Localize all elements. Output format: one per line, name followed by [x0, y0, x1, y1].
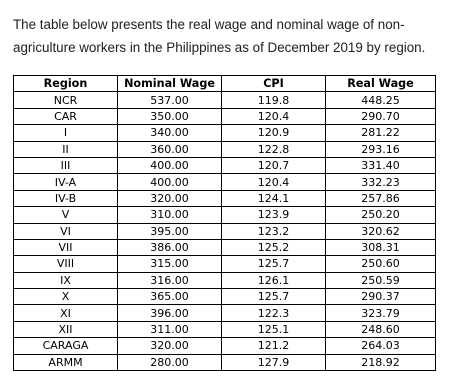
- real-wage-cell: 308.31: [326, 239, 436, 255]
- table-row: [14, 305, 436, 321]
- table-row: [14, 174, 436, 190]
- real-wage-cell: 281.22: [326, 125, 436, 141]
- table-row: [14, 190, 436, 206]
- region-cell: CAR: [14, 108, 118, 124]
- cpi-cell: 120.4: [222, 108, 326, 124]
- nominal-wage-cell: 537.00: [118, 92, 222, 108]
- table-row: [14, 141, 436, 157]
- cpi-cell: 120.4: [222, 174, 326, 190]
- real-wage-cell: 257.86: [326, 190, 436, 206]
- cpi-cell: 125.2: [222, 239, 326, 255]
- region-cell: IV-B: [14, 190, 118, 206]
- region-cell: VI: [14, 223, 118, 239]
- region-cell: I: [14, 125, 118, 141]
- region-cell: IV-A: [14, 174, 118, 190]
- table-row: [14, 108, 436, 124]
- cpi-cell: 125.1: [222, 321, 326, 337]
- real-wage-cell: 331.40: [326, 157, 436, 173]
- intro-text: The table below presents the real wage and nominal wage of non-agriculture workers in the Philippines as of December 2019 by region.: [13, 17, 426, 55]
- real-wage-cell: 332.23: [326, 174, 436, 190]
- nominal-wage-cell: 340.00: [118, 125, 222, 141]
- table-row: [14, 223, 436, 239]
- header-cpi: CPI: [222, 76, 326, 92]
- real-wage-cell: 293.16: [326, 141, 436, 157]
- nominal-wage-cell: 320.00: [118, 190, 222, 206]
- real-wage-cell: 250.20: [326, 207, 436, 223]
- nominal-wage-cell: 400.00: [118, 157, 222, 173]
- real-wage-cell: 218.92: [326, 354, 436, 370]
- real-wage-cell: 248.60: [326, 321, 436, 337]
- nominal-wage-cell: 396.00: [118, 305, 222, 321]
- nominal-wage-cell: 310.00: [118, 207, 222, 223]
- table-row: [14, 239, 436, 255]
- region-cell: VIII: [14, 256, 118, 272]
- wage-table: [13, 75, 436, 371]
- table-row: [14, 272, 436, 288]
- cpi-cell: 122.8: [222, 141, 326, 157]
- nominal-wage-cell: 395.00: [118, 223, 222, 239]
- region-cell: VII: [14, 239, 118, 255]
- table-row: [14, 92, 436, 108]
- real-wage-cell: 323.79: [326, 305, 436, 321]
- header-real-wage: Real Wage: [326, 76, 436, 92]
- real-wage-cell: 250.59: [326, 272, 436, 288]
- header-nominal-wage: Nominal Wage: [118, 76, 222, 92]
- cpi-cell: 121.2: [222, 338, 326, 354]
- region-cell: V: [14, 207, 118, 223]
- table-row: [14, 125, 436, 141]
- region-cell: XI: [14, 305, 118, 321]
- real-wage-cell: 290.70: [326, 108, 436, 124]
- cpi-cell: 126.1: [222, 272, 326, 288]
- table-row: [14, 338, 436, 354]
- region-cell: IX: [14, 272, 118, 288]
- cpi-cell: 119.8: [222, 92, 326, 108]
- cpi-cell: 125.7: [222, 256, 326, 272]
- table-row: [14, 207, 436, 223]
- table-row: [14, 157, 436, 173]
- real-wage-cell: 290.37: [326, 289, 436, 305]
- header-region: Region: [14, 76, 118, 92]
- table-row: [14, 256, 436, 272]
- nominal-wage-cell: 350.00: [118, 108, 222, 124]
- nominal-wage-cell: 360.00: [118, 141, 222, 157]
- nominal-wage-cell: 315.00: [118, 256, 222, 272]
- real-wage-cell: 250.60: [326, 256, 436, 272]
- nominal-wage-cell: 386.00: [118, 239, 222, 255]
- table-header-row: [14, 76, 436, 92]
- region-cell: X: [14, 289, 118, 305]
- cpi-cell: 124.1: [222, 190, 326, 206]
- region-cell: CARAGA: [14, 338, 118, 354]
- nominal-wage-cell: 400.00: [118, 174, 222, 190]
- real-wage-cell: 448.25: [326, 92, 436, 108]
- real-wage-cell: 264.03: [326, 338, 436, 354]
- nominal-wage-cell: 316.00: [118, 272, 222, 288]
- cpi-cell: 122.3: [222, 305, 326, 321]
- region-cell: ARMM: [14, 354, 118, 370]
- table-row: [14, 289, 436, 305]
- table-row: [14, 321, 436, 337]
- cpi-cell: 120.9: [222, 125, 326, 141]
- cpi-cell: 123.9: [222, 207, 326, 223]
- cpi-cell: 125.7: [222, 289, 326, 305]
- real-wage-cell: 320.62: [326, 223, 436, 239]
- table-row: [14, 354, 436, 370]
- region-cell: XII: [14, 321, 118, 337]
- nominal-wage-cell: 280.00: [118, 354, 222, 370]
- region-cell: II: [14, 141, 118, 157]
- nominal-wage-cell: 365.00: [118, 289, 222, 305]
- nominal-wage-cell: 311.00: [118, 321, 222, 337]
- nominal-wage-cell: 320.00: [118, 338, 222, 354]
- cpi-cell: 127.9: [222, 354, 326, 370]
- cpi-cell: 120.7: [222, 157, 326, 173]
- cpi-cell: 123.2: [222, 223, 326, 239]
- region-cell: NCR: [14, 92, 118, 108]
- region-cell: III: [14, 157, 118, 173]
